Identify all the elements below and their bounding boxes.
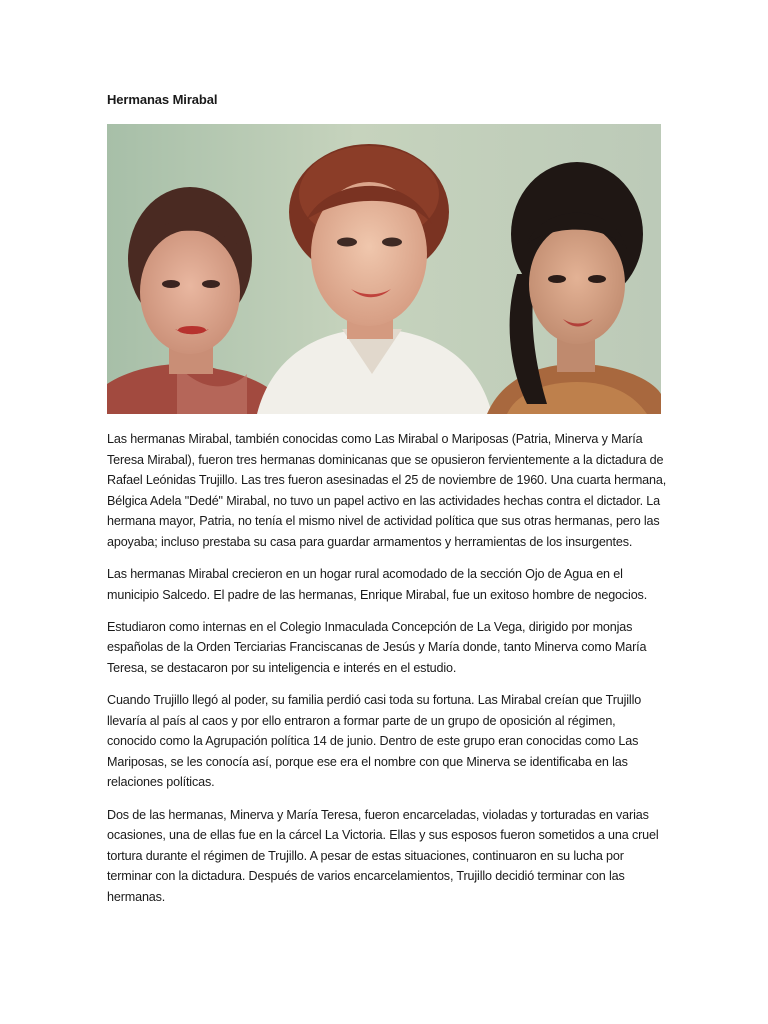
paragraph: Las hermanas Mirabal, también conocidas como Las Mirabal o Mariposas (Patria, Minerva y María Teresa Mirabal), fueron tres hermanas dominicanas que se opusieron fervientemente a la dictadura de Rafael Leónidas Trujillo. Las tres fueron asesinadas el 25 de noviembre de 1960. Una cuarta hermana, Bélgica Adela "Dedé" Mirabal, no tuvo un papel activo en las actividades hechas contra el dictador. La hermana mayor, Patria, no tenía el mismo nivel de actividad política que sus otras hermanas, pero las apoyaba; incluso prestaba su casa para guardar armamentos y herramientas de los insurgentes. xyxy=(107,432,667,549)
paragraph: Cuando Trujillo llegó al poder, su familia perdió casi toda su fortuna. Las Mirabal creían que Trujillo llevaría al país al caos y por ello entraron a formar parte de un grupo de oposición al régimen, conocido como la Agrupación política 14 de junio. Dentro de este grupo eran conocidas como Las Mariposas, se les conocía así, porque ese era el nombre con que Minerva se identificaba en las relaciones políticas. xyxy=(107,693,642,790)
paragraph: Las hermanas Mirabal crecieron en un hogar rural acomodado de la sección Ojo de Agua en el municipio Salcedo. El padre de las hermanas, Enrique Mirabal, fue un exitoso hombre de negocios. xyxy=(107,567,648,602)
document-title: Hermanas Mirabal xyxy=(107,92,218,107)
paragraph: Estudiaron como internas en el Colegio Inmaculada Concepción de La Vega, dirigido por monjas españolas de la Orden Terciarias Franciscanas de Jesús y María donde, tanto Minerva como María Teresa, se destacaron por su inteligencia e interés en el estudio. xyxy=(107,619,647,675)
portrait-painting xyxy=(107,124,661,414)
document-body xyxy=(107,429,667,919)
paragraph: Dos de las hermanas, Minerva y María Teresa, fueron encarceladas, violadas y torturadas en varias ocasiones, una de ellas fue en la cárcel La Victoria. Ellas y sus esposos fueron sometidos a una cruel tortura durante el régimen de Trujillo. A pesar de estas situaciones, continuaron en su lucha por terminar con la dictadura. Después de varios encarcelamientos, Trujillo decidió terminar con las hermanas. xyxy=(107,807,659,904)
sisters-portrait-image xyxy=(107,124,661,414)
